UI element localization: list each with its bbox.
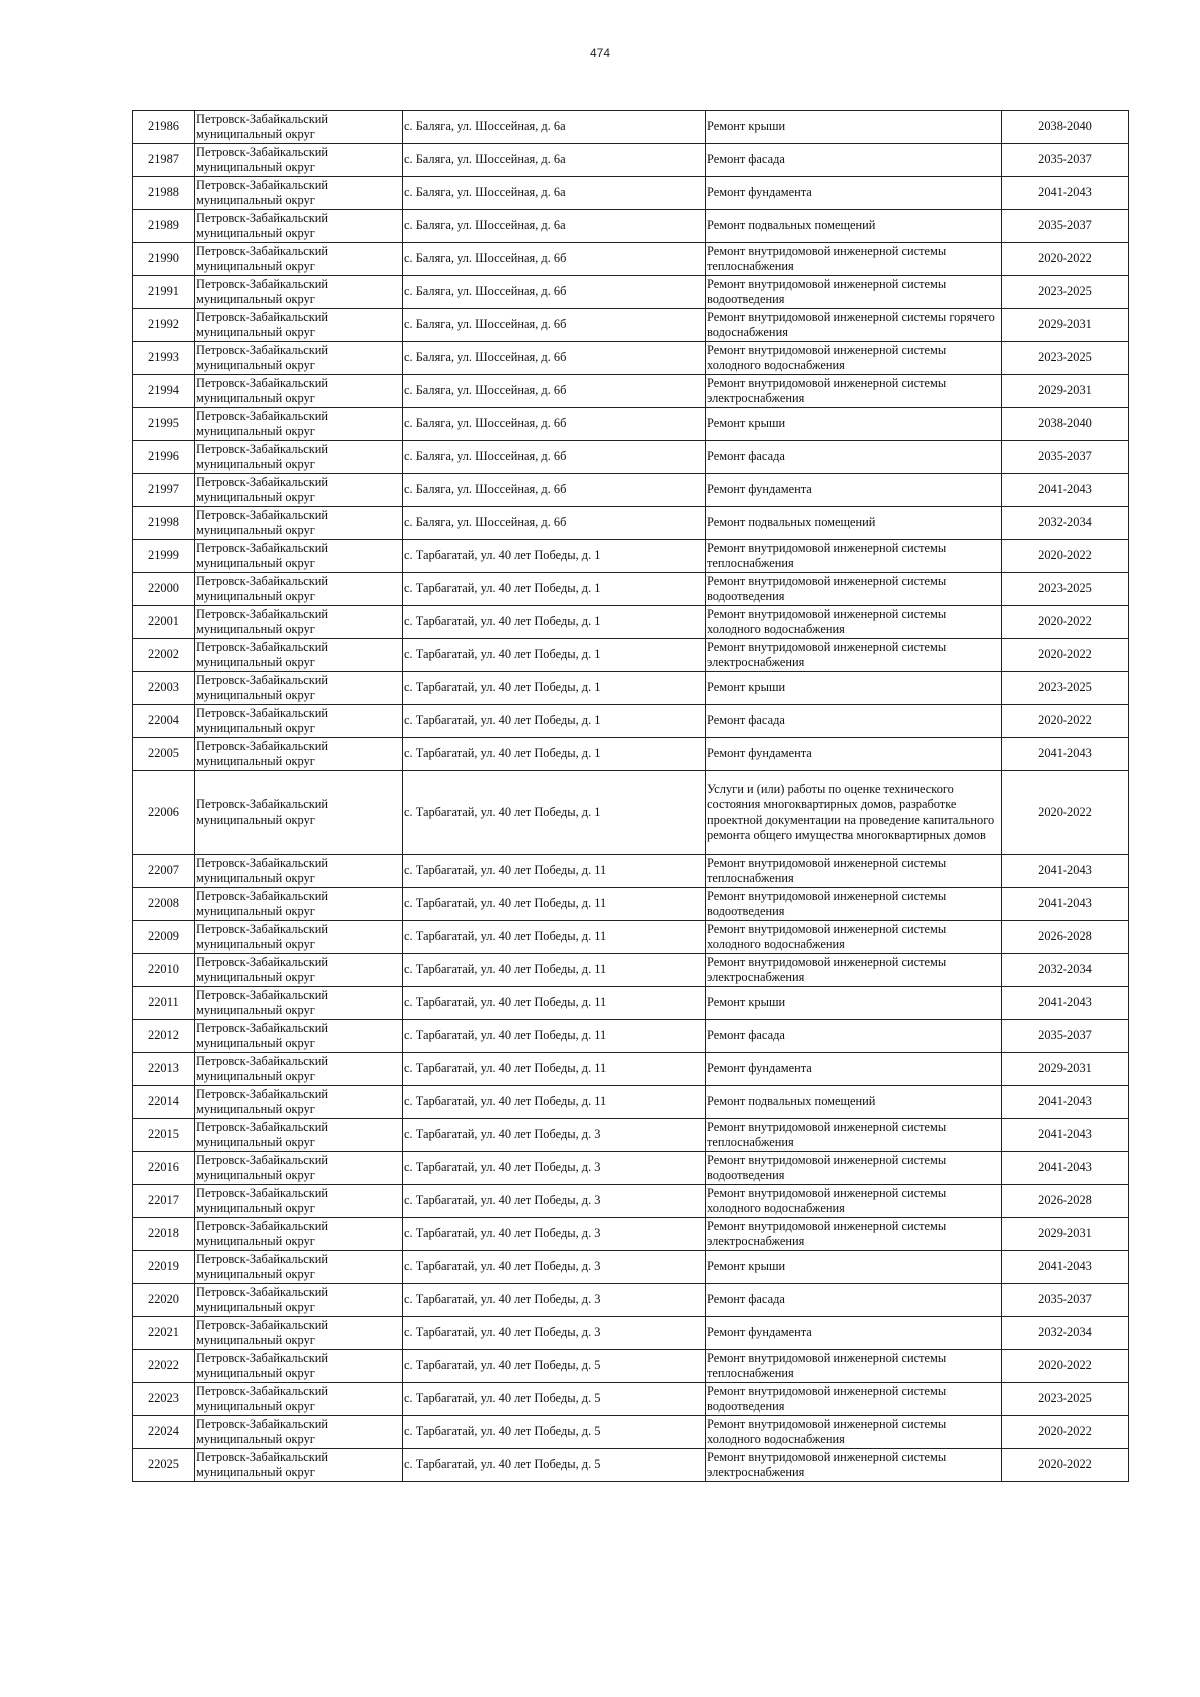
row-number-cell: 22008 xyxy=(133,888,195,921)
municipality-cell: Петровск-Забайкальский муниципальный округ xyxy=(195,375,403,408)
period-cell: 2041-2043 xyxy=(1002,474,1129,507)
address-cell: с. Тарбагатай, ул. 40 лет Победы, д. 1 xyxy=(403,573,706,606)
work-type-cell: Ремонт фундамента xyxy=(706,177,1002,210)
table-row xyxy=(133,309,1129,342)
address-cell: с. Тарбагатай, ул. 40 лет Победы, д. 11 xyxy=(403,1020,706,1053)
row-number-cell: 22002 xyxy=(133,639,195,672)
municipality-cell: Петровск-Забайкальский муниципальный округ xyxy=(195,1053,403,1086)
table-row xyxy=(133,639,1129,672)
row-number-cell: 21989 xyxy=(133,210,195,243)
period-cell: 2020-2022 xyxy=(1002,1350,1129,1383)
table-row xyxy=(133,1119,1129,1152)
period-cell: 2020-2022 xyxy=(1002,243,1129,276)
table-row xyxy=(133,1251,1129,1284)
period-cell: 2026-2028 xyxy=(1002,921,1129,954)
period-cell: 2032-2034 xyxy=(1002,507,1129,540)
address-cell: с. Тарбагатай, ул. 40 лет Победы, д. 3 xyxy=(403,1317,706,1350)
municipality-cell: Петровск-Забайкальский муниципальный округ xyxy=(195,672,403,705)
row-number-cell: 22024 xyxy=(133,1416,195,1449)
row-number-cell: 21997 xyxy=(133,474,195,507)
municipality-cell: Петровск-Забайкальский муниципальный округ xyxy=(195,1185,403,1218)
municipality-cell: Петровск-Забайкальский муниципальный округ xyxy=(195,441,403,474)
table-row xyxy=(133,987,1129,1020)
row-number-cell: 22025 xyxy=(133,1449,195,1482)
period-cell: 2041-2043 xyxy=(1002,738,1129,771)
address-cell: с. Тарбагатай, ул. 40 лет Победы, д. 3 xyxy=(403,1284,706,1317)
address-cell: с. Балягa, ул. Шоссейная, д. 6б xyxy=(403,375,706,408)
period-cell: 2032-2034 xyxy=(1002,954,1129,987)
period-cell: 2041-2043 xyxy=(1002,177,1129,210)
period-cell: 2029-2031 xyxy=(1002,1218,1129,1251)
period-cell: 2041-2043 xyxy=(1002,855,1129,888)
row-number-cell: 21994 xyxy=(133,375,195,408)
address-cell: с. Балягa, ул. Шоссейная, д. 6б xyxy=(403,507,706,540)
period-cell: 2032-2034 xyxy=(1002,1317,1129,1350)
period-cell: 2041-2043 xyxy=(1002,987,1129,1020)
row-number-cell: 22001 xyxy=(133,606,195,639)
period-cell: 2035-2037 xyxy=(1002,1020,1129,1053)
table-row xyxy=(133,1449,1129,1482)
table-row xyxy=(133,177,1129,210)
table-body xyxy=(133,111,1129,1482)
address-cell: с. Балягa, ул. Шоссейная, д. 6а xyxy=(403,144,706,177)
work-type-cell: Ремонт крыши xyxy=(706,1251,1002,1284)
municipality-cell: Петровск-Забайкальский муниципальный округ xyxy=(195,111,403,144)
row-number-cell: 22012 xyxy=(133,1020,195,1053)
work-type-cell: Ремонт фасада xyxy=(706,1020,1002,1053)
work-type-cell: Ремонт фундамента xyxy=(706,738,1002,771)
municipality-cell: Петровск-Забайкальский муниципальный округ xyxy=(195,855,403,888)
table-row xyxy=(133,771,1129,855)
municipality-cell: Петровск-Забайкальский муниципальный округ xyxy=(195,888,403,921)
period-cell: 2041-2043 xyxy=(1002,1152,1129,1185)
table-row xyxy=(133,1086,1129,1119)
repair-schedule-table xyxy=(132,110,1129,1482)
table-row xyxy=(133,573,1129,606)
row-number-cell: 21990 xyxy=(133,243,195,276)
table-row xyxy=(133,888,1129,921)
work-type-cell: Ремонт фасада xyxy=(706,1284,1002,1317)
row-number-cell: 22000 xyxy=(133,573,195,606)
table-row xyxy=(133,1284,1129,1317)
municipality-cell: Петровск-Забайкальский муниципальный округ xyxy=(195,540,403,573)
table-row xyxy=(133,1350,1129,1383)
municipality-cell: Петровск-Забайкальский муниципальный округ xyxy=(195,474,403,507)
work-type-cell: Ремонт внутридомовой инженерной системы холодного водоснабжения xyxy=(706,1185,1002,1218)
row-number-cell: 21991 xyxy=(133,276,195,309)
municipality-cell: Петровск-Забайкальский муниципальный округ xyxy=(195,1416,403,1449)
work-type-cell: Ремонт внутридомовой инженерной системы водоотведения xyxy=(706,1152,1002,1185)
municipality-cell: Петровск-Забайкальский муниципальный округ xyxy=(195,705,403,738)
work-type-cell: Ремонт внутридомовой инженерной системы теплоснабжения xyxy=(706,1350,1002,1383)
table-row xyxy=(133,1317,1129,1350)
municipality-cell: Петровск-Забайкальский муниципальный округ xyxy=(195,738,403,771)
period-cell: 2020-2022 xyxy=(1002,606,1129,639)
period-cell: 2035-2037 xyxy=(1002,441,1129,474)
municipality-cell: Петровск-Забайкальский муниципальный округ xyxy=(195,771,403,855)
table-row xyxy=(133,705,1129,738)
period-cell: 2035-2037 xyxy=(1002,144,1129,177)
work-type-cell: Ремонт подвальных помещений xyxy=(706,1086,1002,1119)
work-type-cell: Ремонт фасада xyxy=(706,441,1002,474)
row-number-cell: 21998 xyxy=(133,507,195,540)
work-type-cell: Услуги и (или) работы по оценке технического состояния многоквартирных домов, разработке проектной документации на проведение капитального ремонта общего имущества многоквартирных домов xyxy=(706,771,1002,855)
address-cell: с. Балягa, ул. Шоссейная, д. 6а xyxy=(403,210,706,243)
period-cell: 2041-2043 xyxy=(1002,1086,1129,1119)
table-row xyxy=(133,1185,1129,1218)
table-row xyxy=(133,1020,1129,1053)
address-cell: с. Тарбагатай, ул. 40 лет Победы, д. 11 xyxy=(403,954,706,987)
address-cell: с. Балягa, ул. Шоссейная, д. 6б xyxy=(403,342,706,375)
period-cell: 2038-2040 xyxy=(1002,408,1129,441)
address-cell: с. Балягa, ул. Шоссейная, д. 6б xyxy=(403,408,706,441)
table-row xyxy=(133,672,1129,705)
row-number-cell: 21986 xyxy=(133,111,195,144)
row-number-cell: 22023 xyxy=(133,1383,195,1416)
work-type-cell: Ремонт подвальных помещений xyxy=(706,210,1002,243)
row-number-cell: 22007 xyxy=(133,855,195,888)
table-row xyxy=(133,1416,1129,1449)
municipality-cell: Петровск-Забайкальский муниципальный округ xyxy=(195,342,403,375)
period-cell: 2020-2022 xyxy=(1002,705,1129,738)
work-type-cell: Ремонт внутридомовой инженерной системы водоотведения xyxy=(706,1383,1002,1416)
period-cell: 2041-2043 xyxy=(1002,888,1129,921)
municipality-cell: Петровск-Забайкальский муниципальный округ xyxy=(195,954,403,987)
table-row xyxy=(133,144,1129,177)
row-number-cell: 22019 xyxy=(133,1251,195,1284)
address-cell: с. Тарбагатай, ул. 40 лет Победы, д. 3 xyxy=(403,1185,706,1218)
table-row xyxy=(133,1383,1129,1416)
work-type-cell: Ремонт крыши xyxy=(706,408,1002,441)
row-number-cell: 22016 xyxy=(133,1152,195,1185)
municipality-cell: Петровск-Забайкальский муниципальный округ xyxy=(195,408,403,441)
work-type-cell: Ремонт внутридомовой инженерной системы горячего водоснабжения xyxy=(706,309,1002,342)
address-cell: с. Тарбагатай, ул. 40 лет Победы, д. 3 xyxy=(403,1218,706,1251)
municipality-cell: Петровск-Забайкальский муниципальный округ xyxy=(195,177,403,210)
address-cell: с. Балягa, ул. Шоссейная, д. 6б xyxy=(403,441,706,474)
municipality-cell: Петровск-Забайкальский муниципальный округ xyxy=(195,1152,403,1185)
row-number-cell: 22018 xyxy=(133,1218,195,1251)
row-number-cell: 22004 xyxy=(133,705,195,738)
table-row xyxy=(133,441,1129,474)
address-cell: с. Тарбагатай, ул. 40 лет Победы, д. 1 xyxy=(403,540,706,573)
work-type-cell: Ремонт внутридомовой инженерной системы холодного водоснабжения xyxy=(706,606,1002,639)
work-type-cell: Ремонт крыши xyxy=(706,987,1002,1020)
work-type-cell: Ремонт внутридомовой инженерной системы электроснабжения xyxy=(706,1449,1002,1482)
table-row xyxy=(133,243,1129,276)
row-number-cell: 22017 xyxy=(133,1185,195,1218)
period-cell: 2020-2022 xyxy=(1002,1416,1129,1449)
address-cell: с. Тарбагатай, ул. 40 лет Победы, д. 5 xyxy=(403,1449,706,1482)
address-cell: с. Тарбагатай, ул. 40 лет Победы, д. 1 xyxy=(403,672,706,705)
address-cell: с. Тарбагатай, ул. 40 лет Победы, д. 1 xyxy=(403,639,706,672)
page-number: 474 xyxy=(589,46,611,60)
work-type-cell: Ремонт крыши xyxy=(706,111,1002,144)
work-type-cell: Ремонт фасада xyxy=(706,705,1002,738)
row-number-cell: 21988 xyxy=(133,177,195,210)
table-row xyxy=(133,111,1129,144)
address-cell: с. Тарбагатай, ул. 40 лет Победы, д. 1 xyxy=(403,738,706,771)
table-row xyxy=(133,606,1129,639)
row-number-cell: 21999 xyxy=(133,540,195,573)
address-cell: с. Балягa, ул. Шоссейная, д. 6а xyxy=(403,111,706,144)
work-type-cell: Ремонт внутридомовой инженерной системы водоотведения xyxy=(706,888,1002,921)
municipality-cell: Петровск-Забайкальский муниципальный округ xyxy=(195,639,403,672)
period-cell: 2035-2037 xyxy=(1002,210,1129,243)
municipality-cell: Петровск-Забайкальский муниципальный округ xyxy=(195,507,403,540)
work-type-cell: Ремонт внутридомовой инженерной системы электроснабжения xyxy=(706,639,1002,672)
period-cell: 2023-2025 xyxy=(1002,276,1129,309)
period-cell: 2020-2022 xyxy=(1002,540,1129,573)
table-row xyxy=(133,921,1129,954)
period-cell: 2029-2031 xyxy=(1002,375,1129,408)
municipality-cell: Петровск-Забайкальский муниципальный округ xyxy=(195,1020,403,1053)
work-type-cell: Ремонт фасада xyxy=(706,144,1002,177)
table-row xyxy=(133,210,1129,243)
period-cell: 2023-2025 xyxy=(1002,1383,1129,1416)
municipality-cell: Петровск-Забайкальский муниципальный округ xyxy=(195,1218,403,1251)
row-number-cell: 22010 xyxy=(133,954,195,987)
address-cell: с. Тарбагатай, ул. 40 лет Победы, д. 11 xyxy=(403,1086,706,1119)
table-row xyxy=(133,540,1129,573)
work-type-cell: Ремонт фундамента xyxy=(706,1317,1002,1350)
address-cell: с. Балягa, ул. Шоссейная, д. 6б xyxy=(403,474,706,507)
municipality-cell: Петровск-Забайкальский муниципальный округ xyxy=(195,1449,403,1482)
address-cell: с. Балягa, ул. Шоссейная, д. 6а xyxy=(403,177,706,210)
period-cell: 2023-2025 xyxy=(1002,672,1129,705)
municipality-cell: Петровск-Забайкальский муниципальный округ xyxy=(195,1350,403,1383)
table-row xyxy=(133,342,1129,375)
municipality-cell: Петровск-Забайкальский муниципальный округ xyxy=(195,1251,403,1284)
municipality-cell: Петровск-Забайкальский муниципальный округ xyxy=(195,987,403,1020)
row-number-cell: 22020 xyxy=(133,1284,195,1317)
work-type-cell: Ремонт подвальных помещений xyxy=(706,507,1002,540)
municipality-cell: Петровск-Забайкальский муниципальный округ xyxy=(195,1383,403,1416)
row-number-cell: 22014 xyxy=(133,1086,195,1119)
work-type-cell: Ремонт внутридомовой инженерной системы теплоснабжения xyxy=(706,1119,1002,1152)
period-cell: 2041-2043 xyxy=(1002,1251,1129,1284)
row-number-cell: 22011 xyxy=(133,987,195,1020)
table-row xyxy=(133,276,1129,309)
municipality-cell: Петровск-Забайкальский муниципальный округ xyxy=(195,1317,403,1350)
address-cell: с. Тарбагатай, ул. 40 лет Победы, д. 5 xyxy=(403,1383,706,1416)
address-cell: с. Тарбагатай, ул. 40 лет Победы, д. 1 xyxy=(403,705,706,738)
row-number-cell: 22006 xyxy=(133,771,195,855)
period-cell: 2020-2022 xyxy=(1002,1449,1129,1482)
address-cell: с. Тарбагатай, ул. 40 лет Победы, д. 11 xyxy=(403,855,706,888)
municipality-cell: Петровск-Забайкальский муниципальный округ xyxy=(195,309,403,342)
address-cell: с. Балягa, ул. Шоссейная, д. 6б xyxy=(403,276,706,309)
work-type-cell: Ремонт внутридомовой инженерной системы водоотведения xyxy=(706,276,1002,309)
work-type-cell: Ремонт фундамента xyxy=(706,474,1002,507)
table-row xyxy=(133,954,1129,987)
municipality-cell: Петровск-Забайкальский муниципальный округ xyxy=(195,210,403,243)
address-cell: с. Балягa, ул. Шоссейная, д. 6б xyxy=(403,243,706,276)
work-type-cell: Ремонт внутридомовой инженерной системы холодного водоснабжения xyxy=(706,921,1002,954)
municipality-cell: Петровск-Забайкальский муниципальный округ xyxy=(195,1119,403,1152)
address-cell: с. Тарбагатай, ул. 40 лет Победы, д. 5 xyxy=(403,1350,706,1383)
municipality-cell: Петровск-Забайкальский муниципальный округ xyxy=(195,606,403,639)
address-cell: с. Тарбагатай, ул. 40 лет Победы, д. 11 xyxy=(403,987,706,1020)
address-cell: с. Тарбагатай, ул. 40 лет Победы, д. 1 xyxy=(403,771,706,855)
table-row xyxy=(133,738,1129,771)
work-type-cell: Ремонт внутридомовой инженерной системы теплоснабжения xyxy=(706,855,1002,888)
municipality-cell: Петровск-Забайкальский муниципальный округ xyxy=(195,144,403,177)
row-number-cell: 21993 xyxy=(133,342,195,375)
table-row xyxy=(133,474,1129,507)
row-number-cell: 21995 xyxy=(133,408,195,441)
table-row xyxy=(133,1053,1129,1086)
municipality-cell: Петровск-Забайкальский муниципальный округ xyxy=(195,1086,403,1119)
address-cell: с. Тарбагатай, ул. 40 лет Победы, д. 5 xyxy=(403,1416,706,1449)
row-number-cell: 21996 xyxy=(133,441,195,474)
row-number-cell: 22003 xyxy=(133,672,195,705)
address-cell: с. Тарбагатай, ул. 40 лет Победы, д. 11 xyxy=(403,1053,706,1086)
municipality-cell: Петровск-Забайкальский муниципальный округ xyxy=(195,1284,403,1317)
period-cell: 2035-2037 xyxy=(1002,1284,1129,1317)
municipality-cell: Петровск-Забайкальский муниципальный округ xyxy=(195,921,403,954)
row-number-cell: 21992 xyxy=(133,309,195,342)
municipality-cell: Петровск-Забайкальский муниципальный округ xyxy=(195,243,403,276)
work-type-cell: Ремонт крыши xyxy=(706,672,1002,705)
row-number-cell: 22009 xyxy=(133,921,195,954)
address-cell: с. Тарбагатай, ул. 40 лет Победы, д. 3 xyxy=(403,1152,706,1185)
table-row xyxy=(133,855,1129,888)
table-row xyxy=(133,507,1129,540)
address-cell: с. Балягa, ул. Шоссейная, д. 6б xyxy=(403,309,706,342)
row-number-cell: 22015 xyxy=(133,1119,195,1152)
row-number-cell: 22013 xyxy=(133,1053,195,1086)
row-number-cell: 22022 xyxy=(133,1350,195,1383)
work-type-cell: Ремонт внутридомовой инженерной системы теплоснабжения xyxy=(706,540,1002,573)
work-type-cell: Ремонт внутридомовой инженерной системы электроснабжения xyxy=(706,1218,1002,1251)
work-type-cell: Ремонт внутридомовой инженерной системы электроснабжения xyxy=(706,954,1002,987)
row-number-cell: 22005 xyxy=(133,738,195,771)
address-cell: с. Тарбагатай, ул. 40 лет Победы, д. 11 xyxy=(403,888,706,921)
table-row xyxy=(133,408,1129,441)
period-cell: 2023-2025 xyxy=(1002,573,1129,606)
work-type-cell: Ремонт внутридомовой инженерной системы холодного водоснабжения xyxy=(706,342,1002,375)
period-cell: 2023-2025 xyxy=(1002,342,1129,375)
period-cell: 2020-2022 xyxy=(1002,771,1129,855)
municipality-cell: Петровск-Забайкальский муниципальный округ xyxy=(195,276,403,309)
row-number-cell: 22021 xyxy=(133,1317,195,1350)
work-type-cell: Ремонт внутридомовой инженерной системы водоотведения xyxy=(706,573,1002,606)
municipality-cell: Петровск-Забайкальский муниципальный округ xyxy=(195,573,403,606)
address-cell: с. Тарбагатай, ул. 40 лет Победы, д. 11 xyxy=(403,921,706,954)
period-cell: 2029-2031 xyxy=(1002,309,1129,342)
row-number-cell: 21987 xyxy=(133,144,195,177)
period-cell: 2038-2040 xyxy=(1002,111,1129,144)
address-cell: с. Тарбагатай, ул. 40 лет Победы, д. 3 xyxy=(403,1251,706,1284)
table-row xyxy=(133,375,1129,408)
work-type-cell: Ремонт внутридомовой инженерной системы электроснабжения xyxy=(706,375,1002,408)
work-type-cell: Ремонт внутридомовой инженерной системы теплоснабжения xyxy=(706,243,1002,276)
table-row xyxy=(133,1152,1129,1185)
period-cell: 2029-2031 xyxy=(1002,1053,1129,1086)
work-type-cell: Ремонт внутридомовой инженерной системы холодного водоснабжения xyxy=(706,1416,1002,1449)
table-row xyxy=(133,1218,1129,1251)
period-cell: 2020-2022 xyxy=(1002,639,1129,672)
period-cell: 2041-2043 xyxy=(1002,1119,1129,1152)
period-cell: 2026-2028 xyxy=(1002,1185,1129,1218)
address-cell: с. Тарбагатай, ул. 40 лет Победы, д. 1 xyxy=(403,606,706,639)
address-cell: с. Тарбагатай, ул. 40 лет Победы, д. 3 xyxy=(403,1119,706,1152)
work-type-cell: Ремонт фундамента xyxy=(706,1053,1002,1086)
